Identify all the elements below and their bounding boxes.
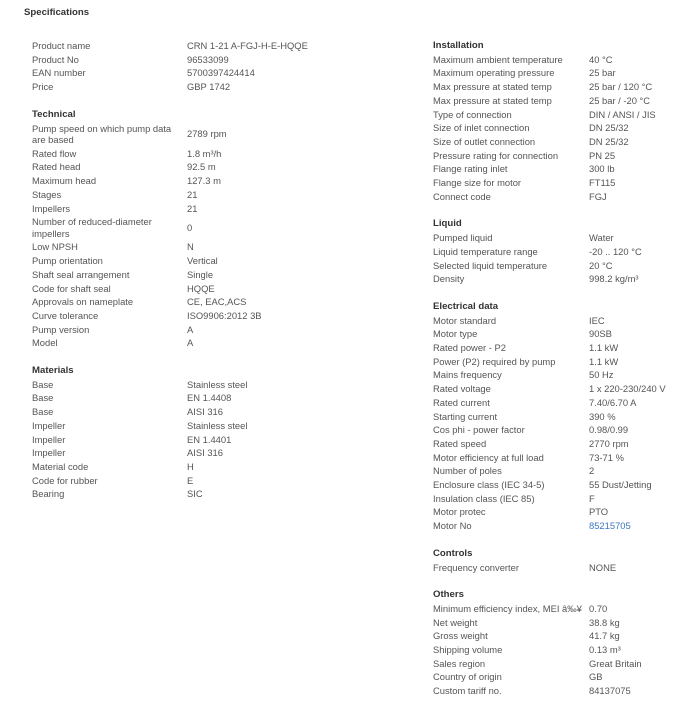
spec-value: E [187,474,194,486]
spec-row [32,240,362,254]
spec-value: IEC [589,314,605,326]
spec-row [433,314,693,328]
spec-label: Size of inlet connection [433,122,530,134]
spec-label: Net weight [433,616,478,628]
spec-row [433,396,693,410]
spec-label: Base [32,406,54,418]
spec-label: Density [433,273,465,285]
section-title: Technical [32,108,76,120]
spec-row [433,657,693,671]
spec-value: 90SB [589,328,612,340]
spec-row [32,122,362,147]
spec-row [32,188,362,202]
spec-value: AISI 316 [187,406,223,418]
right-column [433,39,693,712]
spec-row [433,190,693,204]
spec-value: 127.3 m [187,175,221,187]
spec-value: FGJ [589,190,607,202]
section-title: Others [433,589,464,601]
spec-value: A [187,337,194,349]
section-general [32,39,362,94]
spec-label: Motor No [433,520,472,532]
spec-label: Impellers [32,202,71,214]
section-controls [433,547,693,574]
spec-row [433,437,693,451]
spec-value: EN 1.4401 [187,433,232,445]
spec-value: N [187,241,194,253]
spec-row [433,602,693,616]
spec-label: Impeller [32,447,66,459]
spec-value: CRN 1-21 A-FGJ-H-E-HQQE [187,40,308,51]
spec-label: Cos phi - power factor [433,424,525,436]
spec-row [32,202,362,216]
spec-label: Pump orientation [32,255,103,267]
section-title: Liquid [433,218,462,230]
spec-value: DN 25/32 [589,135,629,147]
spec-row [32,433,362,447]
spec-row [32,487,362,501]
spec-row [32,282,362,296]
spec-label: Max pressure at stated temp [433,94,552,106]
spec-value: 2789 rpm [187,128,227,140]
spec-row [32,336,362,350]
spec-value: PN 25 [589,149,616,161]
spec-row [433,245,693,259]
spec-row [433,505,693,519]
spec-label: Shaft seal arrangement [32,268,130,280]
spec-value: ISO9906:2012 3B [187,309,262,321]
section-title: Electrical data [433,300,499,312]
spec-row [433,464,693,478]
spec-label: Curve tolerance [32,309,99,321]
spec-row [433,368,693,382]
spec-value: 998.2 kg/m³ [589,273,639,285]
spec-row [433,162,693,176]
spec-row [32,80,362,94]
spec-value: 2 [589,465,595,477]
spec-label: Liquid temperature range [433,245,538,257]
spec-label: Selected liquid temperature [433,259,548,271]
spec-value: 1.1 kW [589,342,619,354]
spec-label: Starting current [433,410,498,422]
spec-row [32,391,362,405]
spec-row [433,80,693,94]
spec-label: Code for shaft seal [32,282,111,294]
spec-value: GB [589,671,603,683]
spec-row [433,519,693,533]
spec-label: Rated flow [32,147,77,159]
spec-label: Impeller [32,419,66,431]
spec-label: Max pressure at stated temp [433,81,552,93]
spec-row [433,231,693,245]
spec-value: 25 bar / -20 °C [589,94,651,106]
spec-label: Minimum efficiency index, MEI â‰¥ [433,602,582,614]
spec-label: Model [32,337,58,349]
spec-value: HQQE [187,282,215,294]
spec-label: Motor type [433,328,478,340]
left-column [32,39,362,515]
spec-value: 92.5 m [187,161,216,173]
spec-value: 5700397424414 [187,67,255,79]
spec-value: PTO [589,506,609,518]
spec-value-link[interactable]: 85215705 [589,520,631,532]
spec-row [433,149,693,163]
spec-value: 20 °C [589,259,613,271]
spec-label: Low NPSH [32,241,78,253]
spec-value: Stainless steel [187,419,248,431]
spec-label: Sales region [433,657,486,669]
spec-label: Maximum ambient temperature [433,53,563,65]
page-title: Specifications [24,7,90,18]
spec-row [32,215,362,240]
spec-value: DN 25/32 [589,122,629,134]
spec-row [32,446,362,460]
spec-value: EN 1.4408 [187,392,232,404]
spec-label: Pump version [32,323,90,335]
spec-value: 0.98/0.99 [589,424,629,436]
section-electrical-data [433,300,693,533]
spec-value: 2770 rpm [589,437,629,449]
spec-row [433,135,693,149]
spec-label: Maximum operating pressure [433,67,555,79]
spec-row [32,309,362,323]
spec-row [433,492,693,506]
spec-value: 25 bar / 120 °C [589,81,653,93]
spec-value: 25 bar [589,67,616,79]
spec-row [433,94,693,108]
spec-row [433,629,693,643]
spec-label: Pumped liquid [433,232,493,244]
spec-label: Product name [32,40,91,51]
spec-row [433,355,693,369]
spec-row [433,423,693,437]
spec-row [433,259,693,273]
spec-label: Rated current [433,396,490,408]
spec-row [32,254,362,268]
spec-row [32,295,362,309]
section-materials [32,364,362,501]
spec-row [433,66,693,80]
spec-label: Flange size for motor [433,177,522,189]
spec-value: 1.1 kW [589,355,619,367]
spec-row [32,268,362,282]
spec-label: Power (P2) required by pump [433,355,556,367]
spec-value: 50 Hz [589,369,614,381]
spec-value: 1 x 220-230/240 V [589,383,666,395]
spec-label: Pump speed on which pump data are based [32,122,172,146]
spec-label: Country of origin [433,671,502,683]
spec-value: Single [187,268,214,280]
spec-label: Insulation class (IEC 85) [433,492,535,504]
spec-label: Frequency converter [433,561,519,573]
spec-label: Approvals on nameplate [32,296,134,308]
spec-label: Size of outlet connection [433,135,536,147]
spec-label: Number of reduced-diameter impellers [32,216,152,239]
spec-value: 300 lb [589,163,615,175]
spec-row [32,147,362,161]
spec-label: Flange rating inlet [433,163,508,175]
section-technical [32,108,362,350]
spec-row [32,378,362,392]
spec-value: SIC [187,488,203,500]
spec-label: Code for rubber [32,474,98,486]
spec-row [433,670,693,684]
spec-label: Base [32,378,54,390]
spec-row [433,108,693,122]
spec-row [433,121,693,135]
spec-row [32,474,362,488]
spec-value: 390 % [589,410,616,422]
spec-label: Product No [32,53,79,65]
spec-value: F [589,492,595,504]
spec-value: AISI 316 [187,447,223,459]
spec-label: Shipping volume [433,644,503,656]
spec-row [32,460,362,474]
spec-label: Stages [32,188,62,200]
spec-value: 38.8 kg [589,616,620,628]
spec-label: EAN number [32,67,86,79]
spec-label: Rated speed [433,437,487,449]
spec-label: Material code [32,460,89,472]
spec-row [433,451,693,465]
spec-row [433,341,693,355]
spec-row [433,616,693,630]
spec-label: Gross weight [433,630,488,642]
spec-value: CE, EAC,ACS [187,296,247,308]
spec-value: GBP 1742 [187,81,231,93]
spec-label: Motor protec [433,506,486,518]
spec-label: Rated power - P2 [433,342,506,354]
spec-label: Bearing [32,488,65,500]
spec-label: Mains frequency [433,369,502,381]
spec-row [433,684,693,698]
spec-label: Motor efficiency at full load [433,451,544,463]
spec-value: 41.7 kg [589,630,620,642]
spec-row [433,561,693,575]
spec-value: 7.40/6.70 A [589,396,637,408]
spec-label: Enclosure class (IEC 34-5) [433,479,545,491]
spec-row [32,160,362,174]
spec-value: Stainless steel [187,378,248,390]
spec-row [433,272,693,286]
spec-label: Motor standard [433,314,497,326]
section-title: Materials [32,365,74,377]
section-installation [433,39,693,203]
section-title: Installation [433,40,484,51]
spec-row [433,53,693,67]
spec-value: 73-71 % [589,451,624,463]
spec-label: Pressure rating for connection [433,149,559,161]
spec-value: 0.13 m³ [589,644,621,656]
spec-row [433,410,693,424]
section-title: Controls [433,547,473,559]
spec-value: -20 .. 120 °C [589,245,642,257]
spec-value: Water [589,232,614,244]
spec-value: 55 Dust/Jetting [589,479,652,491]
spec-value: FT115 [589,177,616,189]
spec-row [32,53,362,67]
spec-row [433,176,693,190]
spec-row [433,382,693,396]
spec-label: Rated voltage [433,383,491,395]
spec-label: Type of connection [433,108,512,120]
spec-value: 84137075 [589,685,631,697]
spec-value: H [187,460,194,472]
spec-label: Rated head [32,161,81,173]
spec-row [433,643,693,657]
spec-value: 21 [187,188,198,200]
spec-label: Number of poles [433,465,502,477]
spec-value: DIN / ANSI / JIS [589,108,656,120]
spec-value: A [187,323,194,335]
spec-row [32,39,362,53]
spec-label: Price [32,81,54,93]
spec-label: Maximum head [32,175,97,187]
spec-value: 96533099 [187,53,229,65]
spec-label: Connect code [433,190,491,202]
section-liquid [433,217,693,286]
spec-value: 0 [187,221,193,233]
spec-label: Impeller [32,433,66,445]
spec-value: Vertical [187,255,218,267]
spec-row [433,327,693,341]
spec-value: 0.70 [589,602,608,614]
spec-row [32,405,362,419]
spec-label: Custom tariff no. [433,685,502,697]
spec-value: 40 °C [589,53,613,65]
spec-row [32,419,362,433]
spec-row [32,66,362,80]
section-others [433,588,693,698]
spec-value: 21 [187,202,198,214]
spec-row [433,478,693,492]
spec-value: Great Britain [589,657,642,669]
spec-label: Base [32,392,54,404]
spec-row [32,174,362,188]
spec-value: NONE [589,561,617,573]
spec-value: 1.8 m³/h [187,147,222,159]
spec-row [32,323,362,337]
